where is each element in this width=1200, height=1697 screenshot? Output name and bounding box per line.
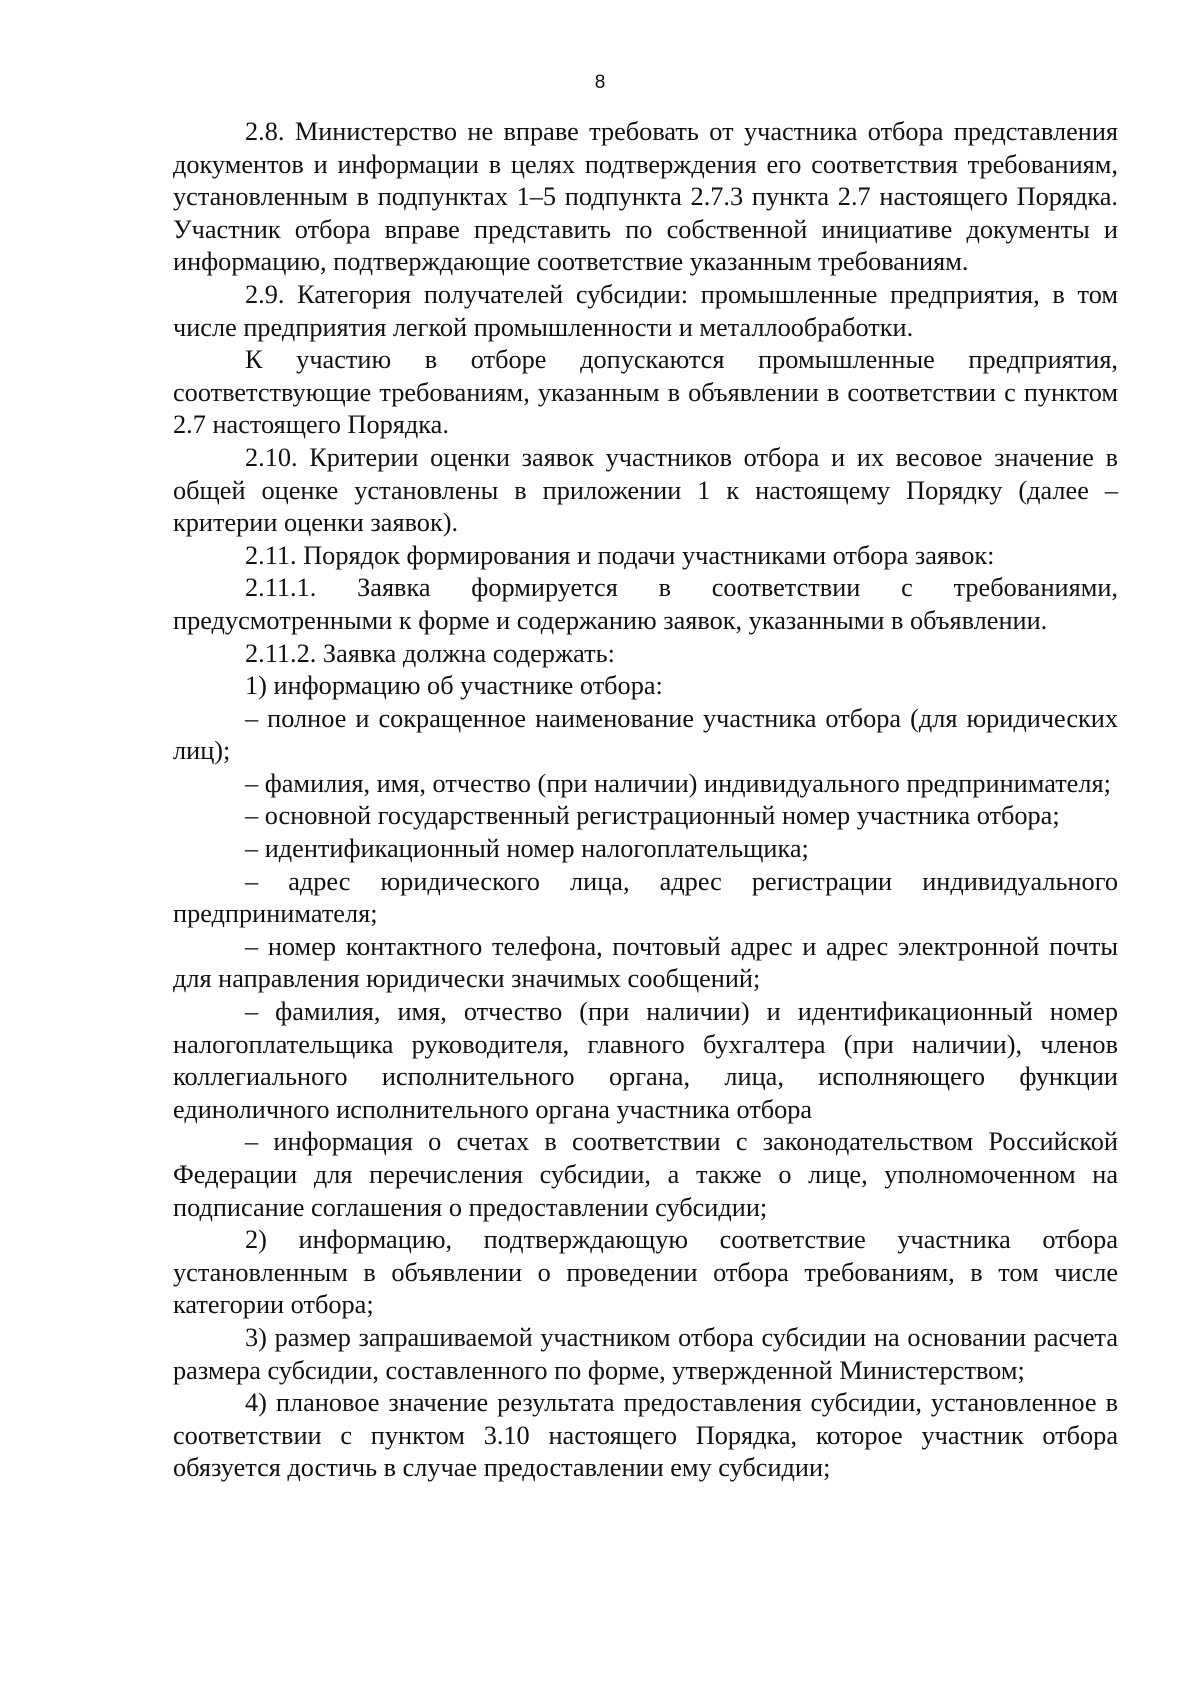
dash-item-ogrn: – основной государственный регистрационный номер участника отбора; (245, 801, 1060, 831)
list-item-1: 1) информацию об участнике отбора: (245, 671, 663, 701)
dash-item-inn: – идентификационный номер налогоплательщика; (245, 834, 809, 864)
dash-item-contacts: – номер контактного телефона, почтовый адрес и адрес электронной почты для направления юридически значимых сообщений; (173, 931, 1118, 994)
paragraph-2-11-1: 2.11.1. Заявка формируется в соответствии с требованиями, предусмотренными к форме и содержанию заявок, указанными в объявлении. (173, 573, 1118, 635)
list-item-3: 3) размер запрашиваемой участником отбора субсидии на основании расчета размера субсидии, составленного по форме, утвержденной Министерством; (173, 1322, 1118, 1385)
dash-item-accounts: – информация о счетах в соответствии с законодательством Российской Федерации для перечисления субсидии, а также о лице, уполномоченном на подписание соглашения о предоставлении субсидии; (173, 1127, 1118, 1222)
paragraph-2-11: 2.11. Порядок формирования и подачи участниками отбора заявок: (245, 540, 995, 570)
document-body (173, 116, 1118, 1485)
paragraph-2-10: 2.10. Критерии оценки заявок участников отбора и их весовое значение в общей оценке установлены в приложении 1 к настоящему Порядку (далее – критерии оценки заявок). (173, 442, 1118, 538)
paragraph-2-11-2: 2.11.2. Заявка должна содержать: (245, 638, 615, 668)
dash-item-fio: – фамилия, имя, отчество (при наличии) индивидуального предпринимателя; (245, 768, 1111, 798)
page-number: 8 (594, 72, 606, 93)
dash-item-name: – полное и сокращенное наименование участника отбора (для юридических лиц); (173, 703, 1118, 766)
paragraph-2-8: 2.8. Министерство не вправе требовать от участника отбора представления документов и информации в целях подтверждения его соответствия требованиям, установленным в подпунктах 1–5 подпункта 2.7.3 пункта 2.7 настоящего Порядка. Участник отбора вправе представить по собственной инициативе документы и информацию, подтверждающие соответствие указанным требованиям. (173, 117, 1118, 277)
list-item-4: 4) плановое значение результата предоставления субсидии, установленное в соответствии с пунктом 3.10 настоящего Порядка, которое участник отбора обязуется достичь в случае предоставлении ему субсидии; (173, 1388, 1118, 1483)
dash-item-management: – фамилия, имя, отчество (при наличии) и идентификационный номер налогоплательщика руководителя, главного бухгалтера (при наличии), членов коллегиального исполнительного органа, лица, исполняющего функции единоличного исполнительного органа участника отбора (173, 997, 1118, 1124)
dash-item-address: – адрес юридического лица, адрес регистрации индивидуального предпринимателя; (173, 866, 1118, 929)
paragraph-2-9-admission: К участию в отборе допускаются промышленные предприятия, соответствующие требованиям, указанным в объявлении в соответствии с пунктом 2.7 настоящего Порядка. (173, 345, 1118, 440)
list-item-2: 2) информацию, подтверждающую соответствие участника отбора установленным в объявлении о проведении отбора требованиям, в том числе категории отбора; (173, 1225, 1118, 1320)
paragraph-2-9: 2.9. Категория получателей субсидии: промышленные предприятия, в том числе предприятия легкой промышленности и металлообработки. (173, 279, 1118, 342)
